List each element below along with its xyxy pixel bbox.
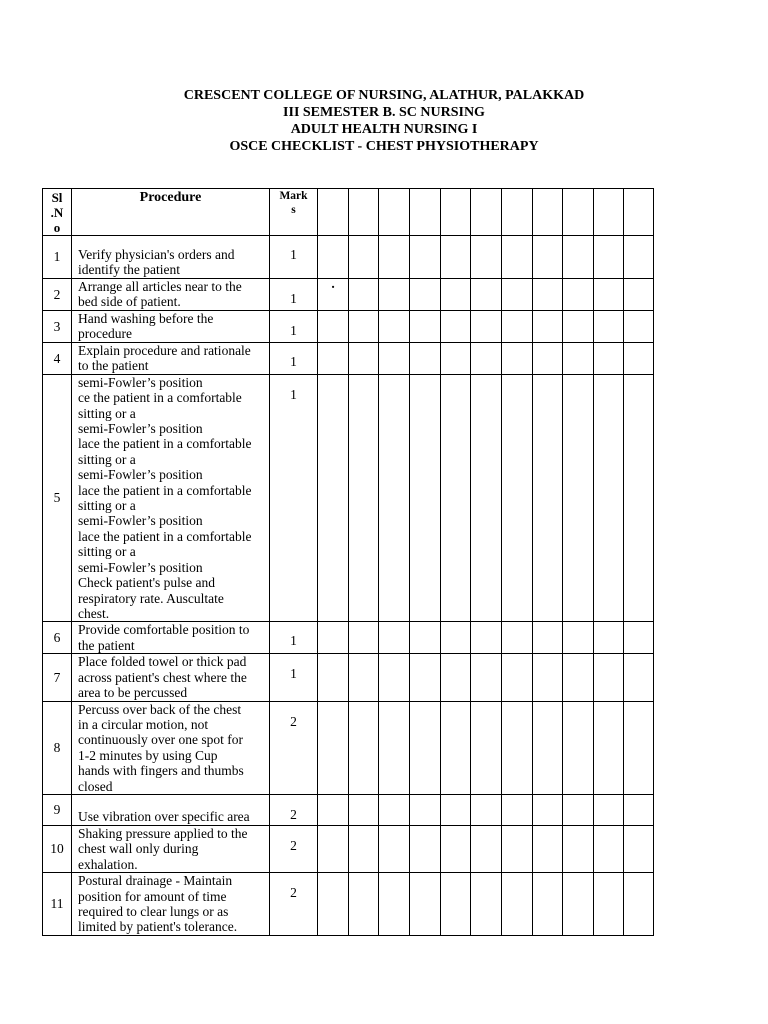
score-cell[interactable] <box>471 343 502 375</box>
score-cell[interactable] <box>441 236 471 279</box>
score-cell[interactable] <box>624 825 654 872</box>
score-cell[interactable] <box>441 701 471 794</box>
table-row <box>43 873 654 936</box>
table-row <box>43 279 654 311</box>
score-cell[interactable] <box>441 343 471 375</box>
blank-column-header <box>594 189 624 236</box>
score-cell[interactable] <box>318 343 349 375</box>
table-row <box>43 311 654 343</box>
procedure-cell: Percuss over back of the chest in a circular motion, not continuously over one spot for 1-2 minutes by using Cup hands with fingers and thumbs closed <box>72 701 270 794</box>
col-header-sl-no: Sl .N o <box>43 189 72 236</box>
procedure-cell: Shaking pressure applied to the chest wall only during exhalation. <box>72 825 270 872</box>
score-cell[interactable] <box>502 825 533 872</box>
procedure-cell: Hand washing before the procedure <box>72 311 270 343</box>
score-cell[interactable] <box>410 873 441 936</box>
table-row <box>43 374 654 622</box>
score-cell[interactable] <box>410 654 441 701</box>
procedure-cell: Provide comfortable position to the patient <box>72 622 270 654</box>
score-cell[interactable] <box>318 873 349 936</box>
score-cell[interactable] <box>379 343 410 375</box>
score-cell[interactable] <box>471 311 502 343</box>
score-cell[interactable] <box>410 622 441 654</box>
blank-column-header <box>471 189 502 236</box>
score-cell[interactable] <box>563 236 594 279</box>
score-cell[interactable] <box>410 825 441 872</box>
score-cell[interactable] <box>471 374 502 622</box>
score-cell[interactable] <box>349 825 379 872</box>
score-cell[interactable] <box>502 374 533 622</box>
score-cell[interactable] <box>379 622 410 654</box>
score-cell[interactable] <box>502 794 533 825</box>
score-cell[interactable] <box>410 374 441 622</box>
score-cell[interactable] <box>594 701 624 794</box>
table-row <box>43 825 654 872</box>
score-cell[interactable] <box>502 236 533 279</box>
score-cell[interactable] <box>502 873 533 936</box>
score-cell[interactable] <box>441 825 471 872</box>
score-cell[interactable] <box>471 873 502 936</box>
score-cell[interactable] <box>349 622 379 654</box>
score-cell[interactable] <box>594 654 624 701</box>
serial-number-cell: 4 <box>43 343 72 375</box>
score-cell[interactable] <box>594 279 624 311</box>
procedure-cell: Arrange all articles near to the bed side of patient. <box>72 279 270 311</box>
score-cell[interactable] <box>471 654 502 701</box>
college-name: CRESCENT COLLEGE OF NURSING, ALATHUR, PALAKKAD <box>183 88 585 103</box>
serial-number-cell: 2 <box>43 279 72 311</box>
score-cell[interactable] <box>318 654 349 701</box>
col-header-procedure: Procedure <box>72 189 270 236</box>
score-cell[interactable] <box>349 654 379 701</box>
score-cell[interactable] <box>349 701 379 794</box>
table-row <box>43 622 654 654</box>
serial-number-cell: 5 <box>43 374 72 622</box>
procedure-cell: Use vibration over specific area <box>72 794 270 825</box>
score-cell[interactable] <box>502 343 533 375</box>
score-cell[interactable] <box>441 374 471 622</box>
procedure-cell: Place folded towel or thick pad across patient's chest where the area to be percussed <box>72 654 270 701</box>
score-cell[interactable] <box>563 622 594 654</box>
score-cell[interactable] <box>624 374 654 622</box>
checklist-title: OSCE CHECKLIST - CHEST PHYSIOTHERAPY <box>229 139 539 154</box>
score-cell[interactable] <box>563 654 594 701</box>
table-header-row <box>43 189 654 236</box>
blank-column-header <box>502 189 533 236</box>
score-cell[interactable] <box>471 622 502 654</box>
score-cell[interactable] <box>379 311 410 343</box>
score-cell[interactable] <box>318 701 349 794</box>
table-row <box>43 654 654 701</box>
score-cell[interactable] <box>563 374 594 622</box>
score-cell[interactable] <box>441 873 471 936</box>
procedure-cell: Explain procedure and rationale to the patient <box>72 343 270 375</box>
score-cell[interactable] <box>594 825 624 872</box>
procedure-cell: semi-Fowler’s position ce the patient in a comfortable sitting or a semi-Fowler’s position lace the patient in a comfortable sitting or a semi-Fowler’s position lace the patient in a comfortable sitting or a semi-Fowler’s position lace the patient in a comfortable sitting or a semi-Fowler’s position Check patient's pulse and respiratory rate. Auscultate chest. <box>72 374 270 622</box>
marks-cell: 1 <box>270 374 318 622</box>
marks-cell: 1 <box>270 311 318 343</box>
score-cell[interactable] <box>471 236 502 279</box>
blank-column-header <box>318 189 349 236</box>
procedure-cell: Postural drainage - Maintain position for amount of time required to clear lungs or as limited by patient's tolerance. <box>72 873 270 936</box>
score-cell[interactable] <box>594 311 624 343</box>
score-cell[interactable] <box>533 279 563 311</box>
score-cell[interactable] <box>624 279 654 311</box>
score-cell[interactable] <box>318 794 349 825</box>
score-cell[interactable] <box>533 825 563 872</box>
serial-number-cell: 9 <box>43 794 72 825</box>
score-cell[interactable] <box>471 825 502 872</box>
score-cell[interactable] <box>349 873 379 936</box>
marks-cell: 2 <box>270 825 318 872</box>
score-cell[interactable] <box>410 343 441 375</box>
score-cell[interactable] <box>410 701 441 794</box>
osce-checklist-table <box>42 188 654 936</box>
score-cell[interactable] <box>624 622 654 654</box>
semester-line: III SEMESTER B. SC NURSING <box>283 105 485 120</box>
score-cell[interactable] <box>441 794 471 825</box>
score-cell[interactable] <box>410 279 441 311</box>
score-cell[interactable] <box>533 622 563 654</box>
blank-column-header <box>349 189 379 236</box>
score-cell[interactable] <box>379 374 410 622</box>
marks-cell: 1 <box>270 622 318 654</box>
score-cell[interactable] <box>379 654 410 701</box>
score-cell[interactable] <box>471 794 502 825</box>
marks-cell: 2 <box>270 873 318 936</box>
score-cell[interactable] <box>441 311 471 343</box>
table-row <box>43 794 654 825</box>
score-cell[interactable] <box>624 794 654 825</box>
score-cell[interactable] <box>471 701 502 794</box>
score-cell[interactable] <box>624 343 654 375</box>
score-cell[interactable] <box>563 825 594 872</box>
score-cell[interactable] <box>502 311 533 343</box>
blank-column-header <box>624 189 654 236</box>
serial-number-cell: 8 <box>43 701 72 794</box>
score-cell[interactable] <box>318 311 349 343</box>
score-cell[interactable] <box>349 343 379 375</box>
serial-number-cell: 1 <box>43 236 72 279</box>
marks-cell: 2 <box>270 701 318 794</box>
score-cell[interactable] <box>533 311 563 343</box>
score-cell[interactable] <box>318 825 349 872</box>
score-cell[interactable] <box>441 622 471 654</box>
marks-cell: 1 <box>270 236 318 279</box>
score-cell[interactable] <box>379 279 410 311</box>
score-cell[interactable] <box>410 794 441 825</box>
score-cell[interactable] <box>533 654 563 701</box>
subject-line: ADULT HEALTH NURSING I <box>290 122 478 137</box>
score-cell[interactable] <box>379 825 410 872</box>
score-cell[interactable] <box>379 236 410 279</box>
score-cell[interactable] <box>594 794 624 825</box>
score-cell[interactable] <box>379 701 410 794</box>
score-cell[interactable] <box>533 701 563 794</box>
serial-number-cell: 3 <box>43 311 72 343</box>
score-cell[interactable] <box>471 279 502 311</box>
score-cell[interactable] <box>441 279 471 311</box>
score-cell[interactable] <box>379 794 410 825</box>
score-cell[interactable] <box>533 236 563 279</box>
score-cell[interactable] <box>563 873 594 936</box>
serial-number-cell: 6 <box>43 622 72 654</box>
score-cell[interactable] <box>349 236 379 279</box>
score-cell[interactable] <box>502 279 533 311</box>
score-cell[interactable] <box>624 701 654 794</box>
score-cell[interactable] <box>318 374 349 622</box>
score-cell[interactable] <box>441 654 471 701</box>
score-cell[interactable] <box>502 654 533 701</box>
col-header-marks: Mark s <box>270 189 318 236</box>
score-cell[interactable] <box>318 276 349 311</box>
score-cell[interactable] <box>318 236 349 279</box>
score-cell[interactable] <box>624 236 654 279</box>
score-cell[interactable] <box>533 374 563 622</box>
score-cell[interactable] <box>410 311 441 343</box>
blank-column-header <box>379 189 410 236</box>
score-cell[interactable] <box>349 279 379 311</box>
score-cell[interactable] <box>349 311 379 343</box>
score-cell[interactable] <box>502 622 533 654</box>
marks-cell: 1 <box>270 279 318 311</box>
score-cell[interactable] <box>624 654 654 701</box>
score-cell[interactable] <box>563 279 594 311</box>
serial-number-cell: 7 <box>43 654 72 701</box>
score-cell[interactable] <box>533 794 563 825</box>
score-cell[interactable] <box>594 622 624 654</box>
blank-column-header <box>410 189 441 236</box>
score-cell[interactable] <box>349 794 379 825</box>
table-row <box>43 236 654 279</box>
score-cell[interactable] <box>594 236 624 279</box>
blank-column-header <box>441 189 471 236</box>
table-row <box>43 343 654 375</box>
score-cell[interactable] <box>349 374 379 622</box>
marks-cell: 1 <box>270 654 318 701</box>
score-cell[interactable] <box>563 343 594 375</box>
score-cell[interactable] <box>410 236 441 279</box>
score-cell[interactable] <box>563 794 594 825</box>
score-cell[interactable] <box>502 701 533 794</box>
blank-column-header <box>533 189 563 236</box>
score-cell[interactable] <box>318 622 349 654</box>
procedure-cell: Verify physician's orders and identify the patient <box>72 236 270 279</box>
document-header <box>0 87 768 155</box>
marks-cell: 1 <box>270 343 318 375</box>
marks-cell: 2 <box>270 794 318 825</box>
blank-column-header <box>563 189 594 236</box>
score-cell[interactable] <box>594 873 624 936</box>
score-cell[interactable] <box>533 873 563 936</box>
score-cell[interactable] <box>379 873 410 936</box>
serial-number-cell: 10 <box>43 825 72 872</box>
table-row <box>43 701 654 794</box>
score-cell[interactable] <box>624 311 654 343</box>
score-cell[interactable] <box>594 343 624 375</box>
score-cell[interactable] <box>624 873 654 936</box>
score-cell[interactable] <box>594 374 624 622</box>
stray-mark: . <box>331 276 335 291</box>
score-cell[interactable] <box>533 343 563 375</box>
score-cell[interactable] <box>563 311 594 343</box>
serial-number-cell: 11 <box>43 873 72 936</box>
score-cell[interactable] <box>563 701 594 794</box>
